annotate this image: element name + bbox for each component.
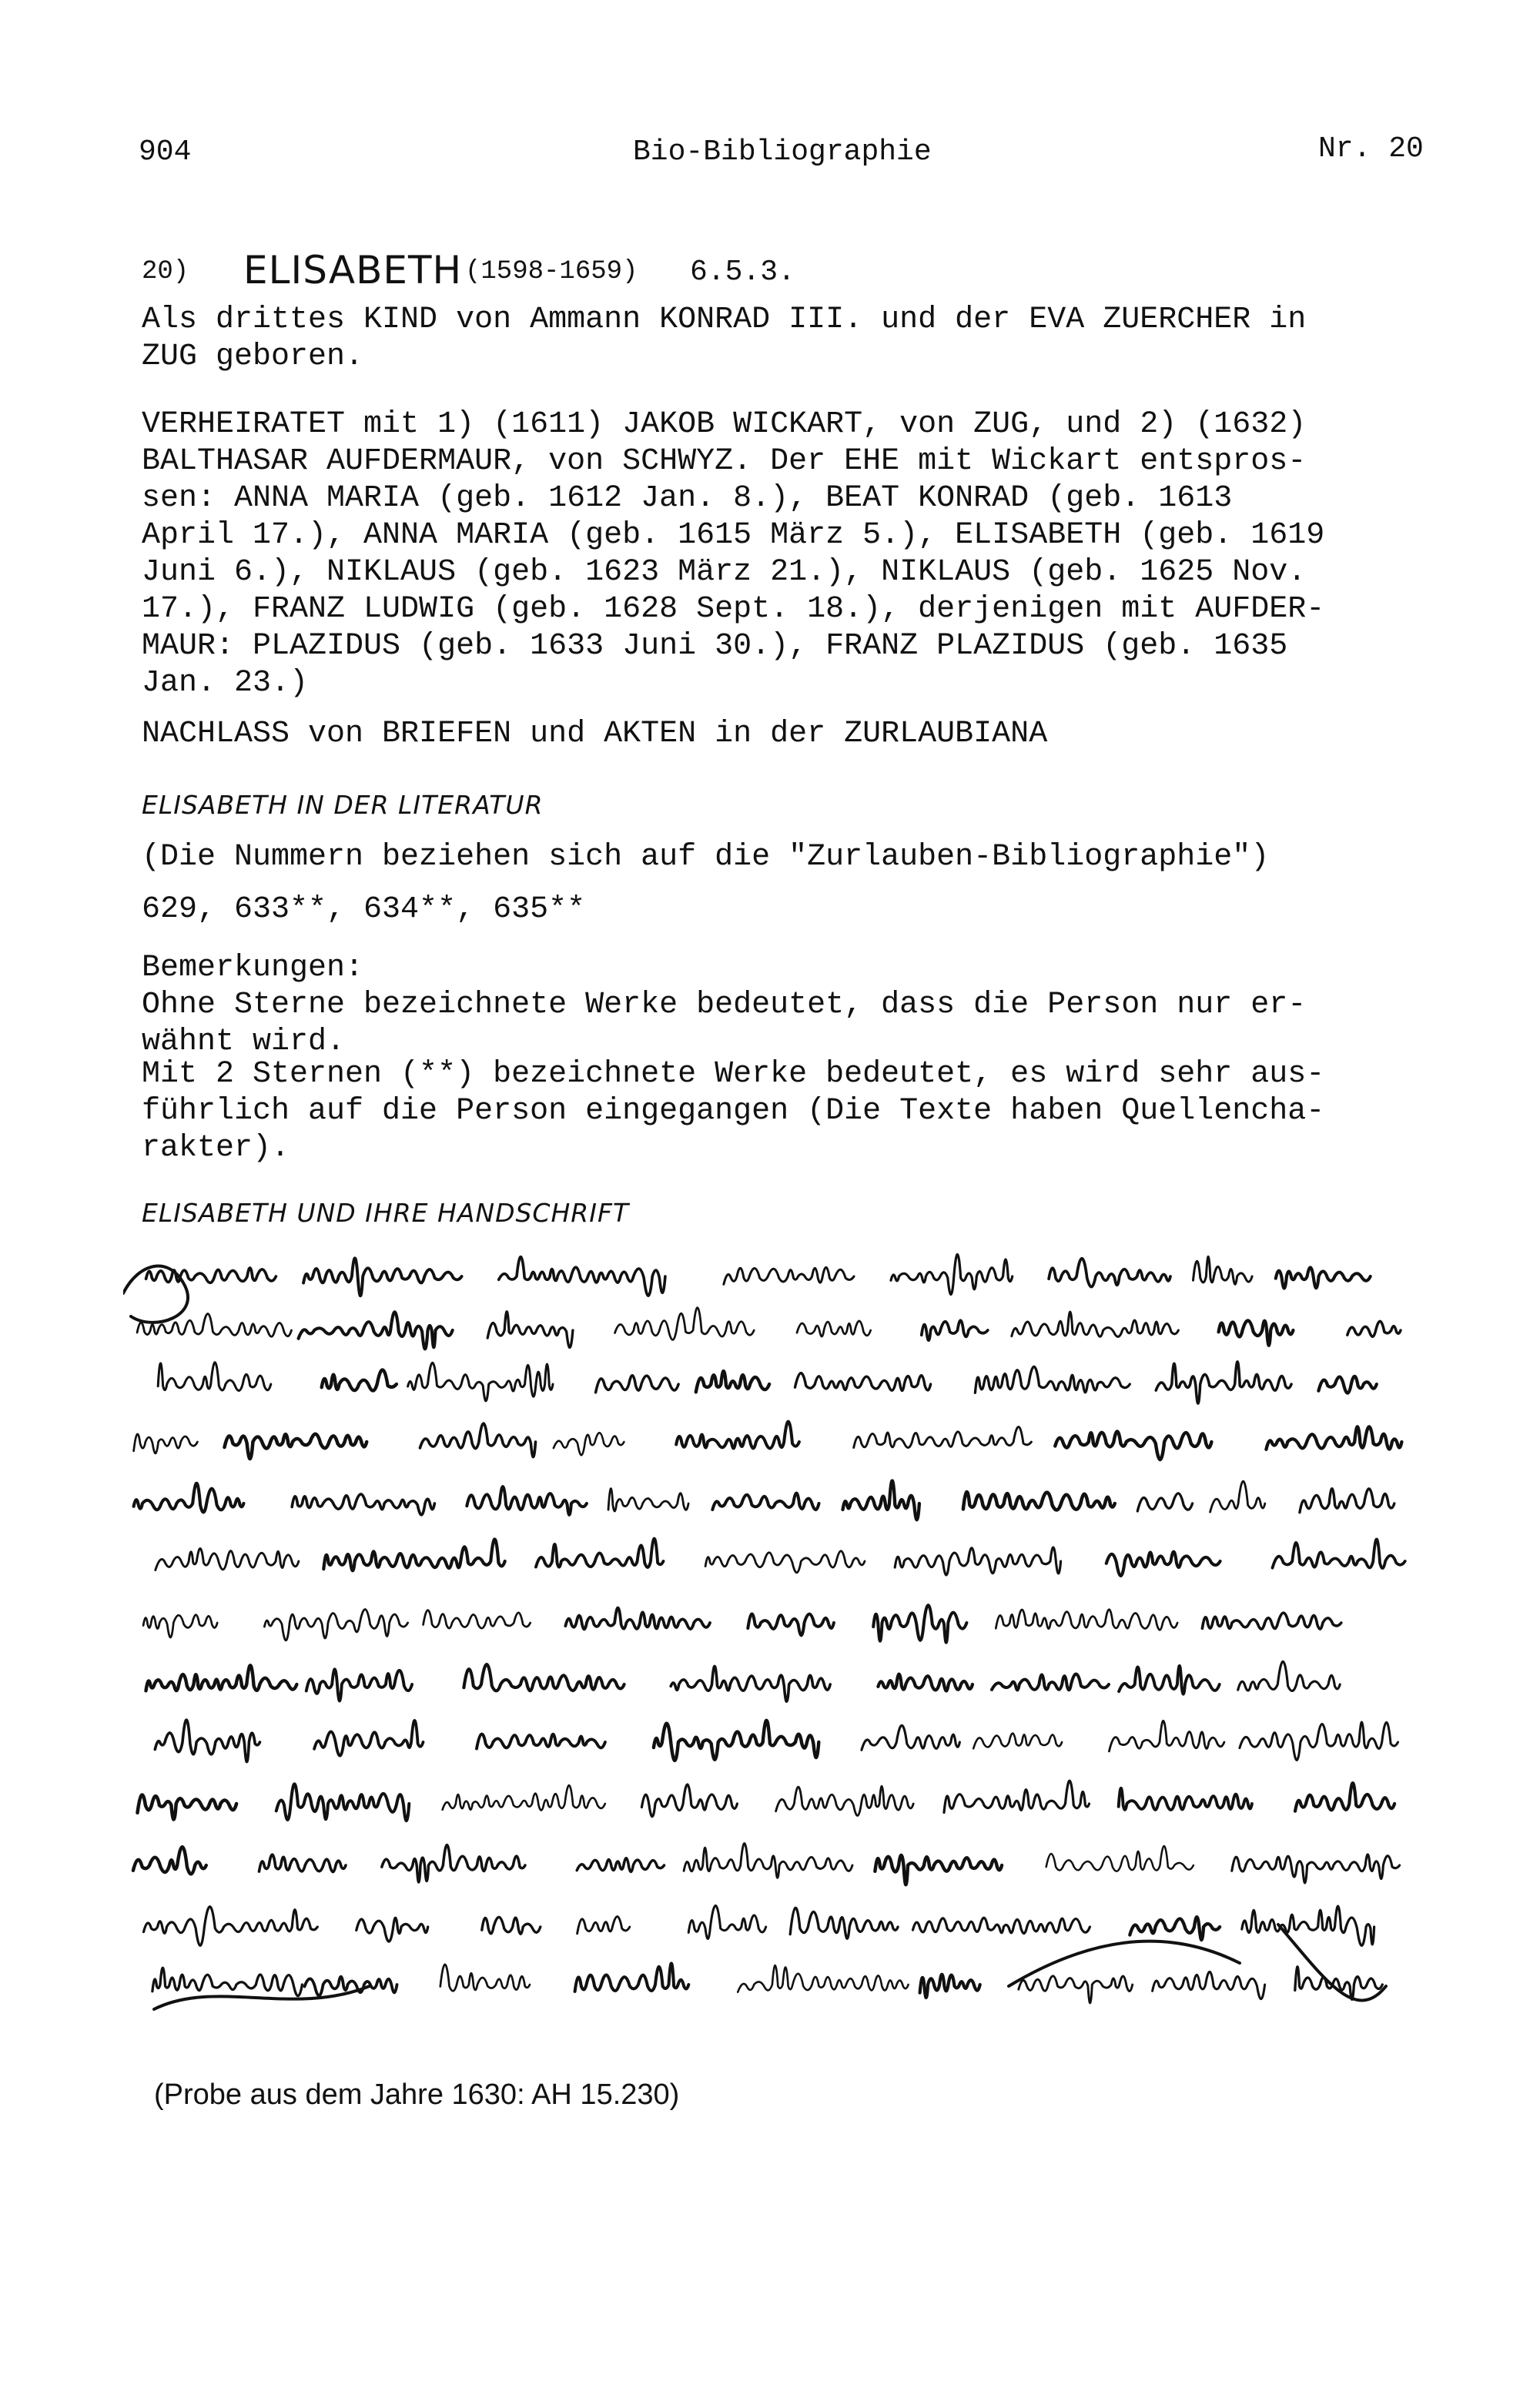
handwriting-stroke (1109, 1721, 1224, 1751)
handwriting-stroke (654, 1721, 819, 1761)
remarks-line: wähnt wird. (142, 1025, 346, 1059)
handwriting-stroke (299, 1312, 453, 1349)
handwriting-stroke (152, 1968, 303, 1996)
entry-code: 6.5.3. (690, 256, 795, 289)
marriage-line: sen: ANNA MARIA (geb. 1612 Jan. 8.), BEAT KONRAD (geb. 1613 (142, 481, 1233, 516)
handwriting-stroke (1242, 1906, 1374, 1945)
handwriting-stroke (276, 1784, 410, 1821)
handwriting-stroke (554, 1433, 624, 1455)
handwriting-stroke (895, 1547, 1060, 1575)
handwriting-stroke (292, 1494, 434, 1515)
handwriting-stroke (913, 1918, 1090, 1933)
handwriting-stroke (133, 1847, 206, 1874)
remarks-line: führlich auf die Person eingegangen (Die Texte haben Quellencha- (142, 1094, 1325, 1129)
handwriting-stroke (862, 1725, 960, 1750)
marriage-line: April 17.), ANNA MARIA (geb. 1615 März 5.), ELISABETH (geb. 1619 (142, 518, 1325, 553)
handwriting-stroke (873, 1605, 966, 1643)
handwriting-stroke (973, 1734, 1062, 1749)
handwriting-stroke (705, 1551, 865, 1573)
handwriting-stroke (1130, 1917, 1220, 1940)
handwriting-stroke (1232, 1854, 1400, 1883)
handwriting-flourish (154, 1986, 370, 2009)
handwriting-stroke (499, 1257, 665, 1296)
handwriting-stroke (565, 1608, 710, 1630)
handwriting-stroke (464, 1664, 624, 1691)
marriage-line: 17.), FRANZ LUDWIG (geb. 1628 Sept. 18.), derjenigen mit AUFDER- (142, 592, 1325, 627)
page-number: 904 (139, 135, 192, 169)
remarks-line: Ohne Sterne bezeichnete Werke bedeutet, dass die Person nur er- (142, 988, 1307, 1022)
handwriting-stroke (790, 1908, 898, 1938)
handwriting-stroke (477, 1734, 605, 1749)
handwriting-stroke (992, 1674, 1109, 1691)
handwriting-stroke (776, 1786, 914, 1815)
handwriting-stroke (225, 1434, 367, 1459)
handwriting-stroke (875, 1855, 1002, 1885)
handwriting-stroke (724, 1267, 854, 1284)
handwriting-stroke (137, 1313, 291, 1336)
marriage-line: Juni 6.), NIKLAUS (geb. 1623 März 21.), NIKLAUS (geb. 1625 Nov. (142, 555, 1307, 590)
handwriting-stroke (1119, 1788, 1252, 1810)
handwriting-stroke (575, 1963, 689, 1992)
handwriting-stroke (578, 1917, 630, 1934)
handwriting-stroke (1019, 1976, 1133, 2003)
literature-heading: ELISABETH IN DER LITERATUR (142, 790, 544, 820)
entry-title-line (142, 248, 795, 294)
handwriting-stroke (146, 1268, 276, 1283)
handwriting-stroke (1119, 1666, 1220, 1694)
handwriting-stroke (536, 1539, 664, 1567)
handwriting-stroke (420, 1423, 535, 1457)
handwriting-stroke (795, 1373, 931, 1391)
handwriting-stroke (134, 1434, 198, 1453)
handwriting-stroke (155, 1720, 259, 1761)
handwriting-stroke (1266, 1426, 1401, 1450)
handwriting-stroke (306, 1669, 412, 1701)
handwriting-stroke (156, 1548, 299, 1570)
handwriting-stroke (944, 1781, 1090, 1812)
birth-line: ZUG geboren. (142, 339, 364, 374)
marriage-line: Jan. 23.) (142, 666, 309, 701)
handwriting-stroke (134, 1483, 244, 1513)
handwriting-stroke (443, 1785, 605, 1810)
handwriting-stroke (843, 1480, 919, 1520)
handwriting-stroke (920, 1975, 980, 1998)
birth-line: Als drittes KIND von Ammann KONRAD III. und der EVA ZUERCHER in (142, 303, 1307, 337)
handwriting-stroke (146, 1665, 297, 1691)
literature-numbers: 629, 633**, 634**, 635** (142, 892, 586, 927)
running-title: Bio-Bibliographie (633, 135, 932, 169)
handwriting-stroke (1194, 1256, 1253, 1284)
handwriting-stroke (596, 1376, 679, 1393)
remarks-line: Mit 2 Sternen (**) bezeichnete Werke bedeutet, es wird sehr aus- (142, 1057, 1325, 1092)
handwriting-stroke (1273, 1539, 1405, 1568)
handwriting-stroke (738, 1965, 908, 1992)
handwriting-stroke (996, 1610, 1177, 1630)
handwriting-stroke (138, 1795, 237, 1820)
handwriting-stroke (696, 1371, 769, 1392)
handwriting-stroke (963, 1492, 1115, 1510)
handwriting-caption: (Probe aus dem Jahre 1630: AH 15.230) (154, 2079, 680, 2111)
handwriting-stroke (641, 1784, 737, 1817)
marriage-line: MAUR: PLAZIDUS (geb. 1633 Juni 30.), FRANZ PLAZIDUS (geb. 1635 (142, 629, 1288, 664)
handwriting-stroke (854, 1426, 1032, 1447)
handwriting-stroke (467, 1487, 587, 1515)
handwriting-stroke (1202, 1613, 1341, 1629)
handwriting-stroke (891, 1254, 1013, 1294)
handwriting-stroke (676, 1422, 799, 1449)
literature-note: (Die Nummern beziehen sich auf die "Zurlauben-Bibliographie") (142, 840, 1270, 875)
handwriting-stroke (688, 1905, 766, 1938)
marriage-line: VERHEIRATET mit 1) (1611) JAKOB WICKART, von ZUG, und 2) (1632) (142, 407, 1307, 442)
handwriting-stroke (1238, 1661, 1341, 1691)
handwriting-stroke (748, 1614, 834, 1636)
handwriting-stroke (1153, 1972, 1265, 1998)
marriage-line: BALTHASAR AUFDERMAUR, von SCHWYZ. Der EHE mit Wickart entspros- (142, 444, 1307, 479)
entry-number-label: 20) (142, 257, 189, 286)
handwriting-stroke (382, 1845, 525, 1882)
handwriting-stroke (1055, 1431, 1211, 1460)
handwriting-stroke (671, 1666, 830, 1701)
remarks-line: rakter). (142, 1131, 290, 1166)
handwriting-stroke (608, 1489, 688, 1511)
handwriting-sample-image (123, 1247, 1417, 2040)
handwriting-stroke (1049, 1259, 1170, 1287)
handwriting-stroke (1295, 1967, 1383, 2000)
handwriting-stroke (487, 1312, 573, 1348)
handwriting-stroke (1240, 1722, 1398, 1760)
handwriting-stroke (1137, 1493, 1192, 1511)
handwriting-stroke (1156, 1362, 1291, 1403)
handwriting-stroke (712, 1493, 819, 1510)
handwriting-stroke (482, 1917, 541, 1934)
handwriting-stroke (322, 1370, 397, 1390)
handwriting-stroke (143, 1615, 217, 1637)
handwriting-stroke (323, 1540, 504, 1571)
handwriting-stroke (577, 1858, 664, 1872)
handwriting-stroke (684, 1844, 852, 1878)
handwriting-stroke (975, 1366, 1130, 1393)
handwriting-stroke (797, 1321, 871, 1336)
handwriting-stroke (1210, 1481, 1265, 1512)
handwriting-stroke (1012, 1312, 1179, 1336)
handwriting-stroke (357, 1918, 428, 1941)
handwriting-stroke (259, 1854, 346, 1871)
handwriting-stroke (158, 1363, 271, 1391)
handwriting-stroke (1300, 1489, 1394, 1513)
handwriting-stroke (615, 1308, 755, 1340)
handwriting-stroke (1318, 1376, 1376, 1393)
handwriting-stroke (314, 1721, 423, 1756)
handwriting-stroke (1219, 1320, 1294, 1345)
handwriting-flourish (123, 1266, 188, 1323)
nachlass-line: NACHLASS von BRIEFEN und AKTEN in der ZURLAUBIANA (142, 717, 1048, 751)
handwriting-stroke (1348, 1321, 1401, 1336)
handwriting-stroke (264, 1610, 407, 1640)
entry-dates: (1598-1659) (465, 257, 638, 286)
handwriting-stroke (1276, 1267, 1371, 1288)
handwriting-stroke (144, 1907, 318, 1946)
handwriting-stroke (1295, 1783, 1394, 1811)
handwriting-stroke (878, 1674, 973, 1691)
entry-name: ELISABETH (243, 248, 463, 293)
handwriting-stroke (1106, 1552, 1220, 1576)
entry-number: Nr. 20 (1318, 132, 1424, 166)
remarks-label: Bemerkungen: (142, 951, 364, 985)
handwriting-stroke (1046, 1846, 1194, 1871)
handwriting-stroke (424, 1610, 531, 1629)
handwriting-stroke (922, 1320, 988, 1340)
handwriting-stroke (408, 1363, 553, 1401)
handwriting-stroke (303, 1258, 461, 1296)
handwriting-heading: ELISABETH UND IHRE HANDSCHRIFT (142, 1198, 630, 1228)
handwriting-stroke (440, 1965, 530, 1991)
